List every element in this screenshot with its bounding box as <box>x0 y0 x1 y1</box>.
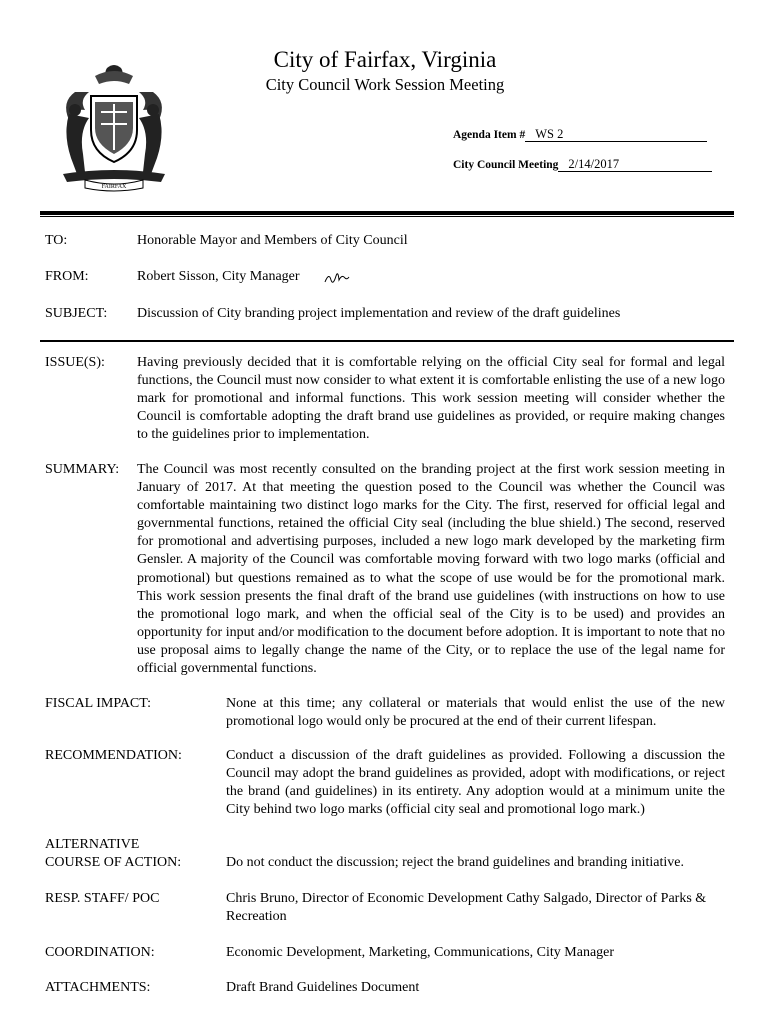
memo-divider <box>40 340 734 342</box>
issues-label: ISSUE(S): <box>45 355 105 370</box>
subject-value: Discussion of City branding project implementation and review of the draft guidelines <box>137 306 621 321</box>
attachments-label: ATTACHMENTS: <box>45 980 151 995</box>
summary-text: The Council was most recently consulted on the branding project at the first work session meeting in January of 2017. At that meeting the question posed to the Council was whether the Council was comfortable maintaining two distinct logo marks for the City. The first, reserved for official legal and governmental functions, retained the official City seal (including the blue shield.) The second, reserved for promotional and advertising purposes, included a new logo mark developed by the marketing firm Gensler. A majority of the Council was comfortable moving forward with two logo marks (official and promotional) but questions remained as to what the scope of use would be for the promotional mark. This work session presents the final draft of the brand use guidelines (with instructions on how to use the promotional logo mark, and when the official seal of the City is to be used) and provides an opportunity for input and/or modification to the document before adoption. It is important to note that no use proposal aims to legally change the name of the City, or to replace the use of the legal name for official governmental functions. <box>137 462 725 677</box>
coordination-text: Economic Development, Marketing, Communications, City Manager <box>226 945 615 960</box>
alternative-text: Do not conduct the discussion; reject the brand guidelines and branding initiative. <box>226 855 685 870</box>
agenda-item-line <box>453 128 707 142</box>
coordination-label: COORDINATION: <box>45 945 155 960</box>
agenda-item-value: WS 2 <box>525 128 707 142</box>
resp-staff-label: RESP. STAFF/ POC <box>45 891 160 906</box>
council-meeting-value: 2/14/2017 <box>558 158 712 172</box>
alternative-label-line-2: COURSE OF ACTION: <box>45 855 182 870</box>
council-meeting-label: City Council Meeting <box>453 159 559 171</box>
fiscal-impact-text: None at this time; any collateral or materials that would enlist the use of the new promotional logo would only be procured at the end of their current lifespan. <box>226 696 725 730</box>
header-divider-secondary <box>40 216 734 217</box>
city-seal-logo <box>55 62 173 194</box>
header-divider <box>40 211 734 215</box>
alternative-label-line-1: ALTERNATIVE <box>45 837 140 852</box>
agenda-item-label: Agenda Item # <box>453 129 526 141</box>
to-label: TO: <box>45 233 68 248</box>
to-value: Honorable Mayor and Members of City Council <box>137 233 408 248</box>
fiscal-impact-label: FISCAL IMPACT: <box>45 696 152 711</box>
recommendation-label: RECOMMENDATION: <box>45 748 182 763</box>
signature-initials <box>322 270 352 286</box>
page-subtitle: City Council Work Session Meeting <box>265 75 505 94</box>
from-label: FROM: <box>45 269 89 284</box>
issues-text: Having previously decided that it is comfortable relying on the official City seal for formal and legal functions, the Council must now consider to what extent it is comfortable enlisting the use of a new logo mark for promotional and informal functions. This work session meeting will consider whether the Council is comfortable adopting the draft brand use guidelines as provided, or require making changes to the guidelines prior to implementation. <box>137 355 725 443</box>
attachments-text: Draft Brand Guidelines Document <box>226 980 420 995</box>
seal-motto: FAIRFAX <box>101 184 127 190</box>
summary-label: SUMMARY: <box>45 462 120 477</box>
recommendation-text: Conduct a discussion of the draft guidelines as provided. Following a discussion the Council may adopt the brand guidelines as provided, adopt with modifications, or reject the brand (and guidelines) in its entirety. Any adoption would at a minimum unite the City behind two logo marks (official city seal and promotional logo mark.) <box>226 748 725 818</box>
page-title: City of Fairfax, Virginia <box>273 47 497 72</box>
resp-staff-text: Chris Bruno, Director of Economic Development Cathy Salgado, Director of Parks & Recreation <box>226 891 707 925</box>
from-value: Robert Sisson, City Manager <box>137 269 300 284</box>
council-meeting-line <box>453 158 712 172</box>
subject-label: SUBJECT: <box>45 306 108 321</box>
